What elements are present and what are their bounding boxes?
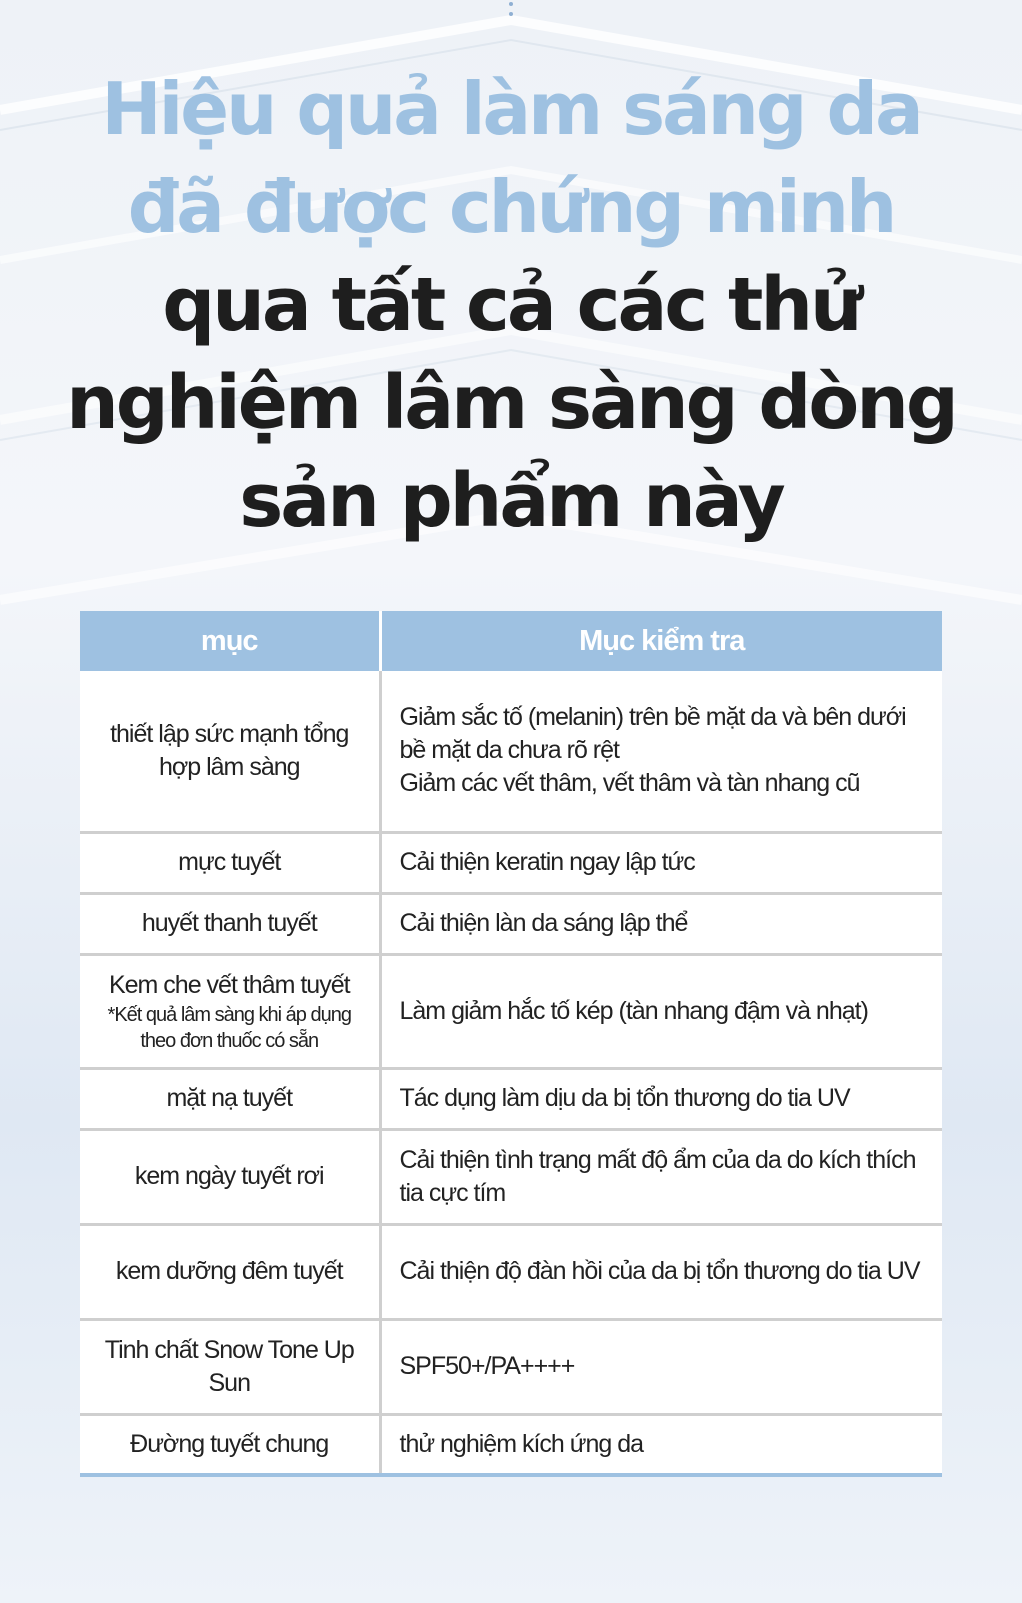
row-item-name: Kem che vết thâm tuyết [108, 970, 350, 999]
row-item-name: Đường tuyết chung [80, 1414, 380, 1475]
headline-black-line-2: nghiệm lâm sàng dòng [66, 360, 956, 446]
headline-blue-line-1: Hiệu quả làm sáng da [101, 67, 921, 151]
row-test-result [380, 1319, 942, 1414]
table-row [80, 1068, 942, 1129]
header-item: mục [80, 611, 380, 671]
row-item-name: kem ngày tuyết rơi [80, 1129, 380, 1224]
row-test-line: Cải thiện keratin ngay lập tức [399, 848, 695, 876]
row-test-result [380, 1414, 942, 1475]
table-header-row [80, 611, 942, 671]
row-item-note: *Kết quả lâm sàng khi áp dụng theo đơn thuốc có sẵn [107, 1003, 351, 1052]
results-table [80, 611, 942, 1477]
table-row [80, 954, 942, 1068]
row-item-cell [80, 954, 380, 1068]
table-row [80, 671, 942, 832]
table-row [80, 1129, 942, 1224]
row-test-result [380, 954, 942, 1068]
table-row [80, 1224, 942, 1319]
row-test-result [380, 893, 942, 954]
row-test-line: Giảm sắc tố (melanin) trên bề mặt da và bên dưới bề mặt da chưa rõ rệt [399, 703, 906, 765]
row-test-line: Cải thiện độ đàn hồi của da bị tổn thương do tia UV [399, 1257, 920, 1285]
row-test-line: thử nghiệm kích ứng da [399, 1429, 644, 1458]
table-row [80, 893, 942, 954]
clinical-test-table [80, 611, 942, 1477]
row-item-name: Tinh chất Snow Tone Up Sun [80, 1319, 380, 1414]
table-row [80, 1319, 942, 1414]
row-test-result [380, 1068, 942, 1129]
top-dots-decoration [508, 0, 514, 22]
table-row [80, 1414, 942, 1475]
page-headline [0, 60, 1022, 550]
row-test-line: Cải thiện tình trạng mất độ ẩm của da do kích thích tia cực tím [399, 1145, 916, 1207]
row-test-line: Tác dụng làm dịu da bị tổn thương do tia UV [399, 1084, 850, 1112]
row-test-line: Làm giảm hắc tố kép (tàn nhang đậm và nhạt) [399, 996, 868, 1025]
row-test-line: Cải thiện làn da sáng lập thể [399, 909, 688, 937]
row-test-line: Giảm các vết thâm, vết thâm và tàn nhang cũ [399, 769, 860, 798]
headline-black-line-1: qua tất cả các thử [162, 262, 860, 348]
header-test-items: Mục kiểm tra [380, 611, 942, 671]
row-item-name: kem dưỡng đêm tuyết [80, 1224, 380, 1319]
row-test-line: SPF50+/PA++++ [399, 1352, 575, 1380]
row-item-name: mực tuyết [80, 832, 380, 893]
table-row [80, 832, 942, 893]
row-item-name: thiết lập sức mạnh tổng hợp lâm sàng [80, 671, 380, 832]
row-item-name: huyết thanh tuyết [80, 893, 380, 954]
row-test-result [380, 1224, 942, 1319]
row-item-name: mặt nạ tuyết [80, 1068, 380, 1129]
row-test-result [380, 832, 942, 893]
row-test-result [380, 1129, 942, 1224]
headline-blue-line-2: đã được chứng minh [127, 165, 895, 249]
headline-black-line-3: sản phẩm này [239, 458, 783, 544]
row-test-result [380, 671, 942, 832]
